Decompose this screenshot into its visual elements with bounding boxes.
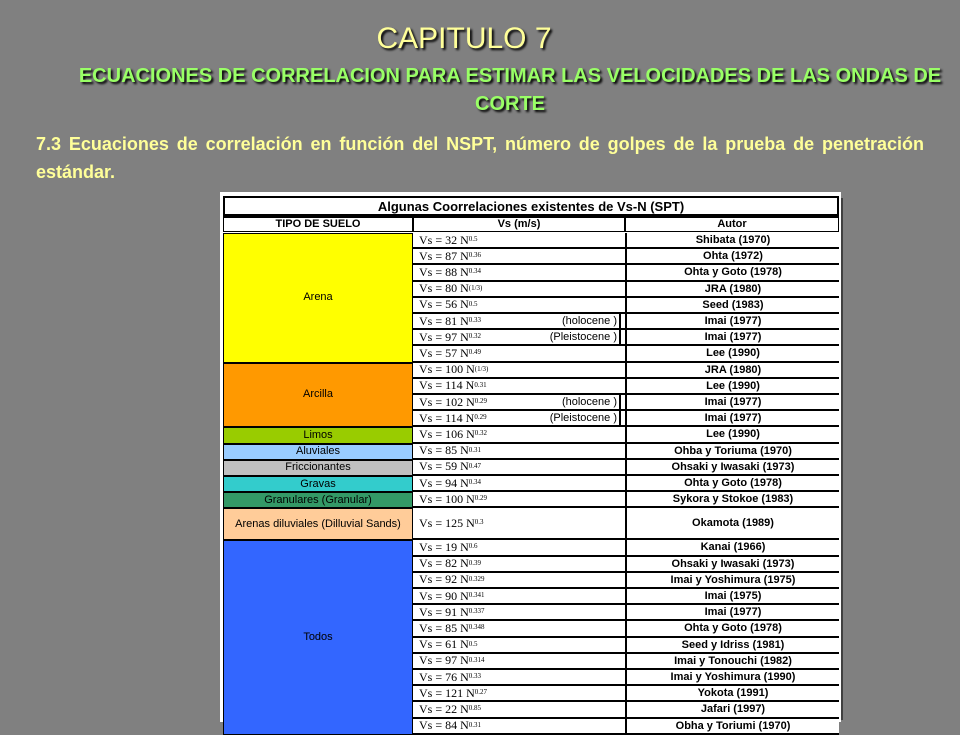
vs-formula-cell xyxy=(413,621,625,637)
formula-text: Vs = 102 N xyxy=(419,394,475,409)
formula-exponent: 0.31 xyxy=(468,720,482,729)
formula-text: Vs = 88 N xyxy=(419,264,469,279)
vs-formula xyxy=(419,573,485,587)
vs-formula-cell xyxy=(413,719,625,735)
formula-exponent: 0.34 xyxy=(468,267,482,276)
formula-text: Vs = 106 N xyxy=(419,426,475,441)
vs-formula xyxy=(419,557,481,571)
formula-text: Vs = 19 N xyxy=(419,539,469,554)
vs-formula-cell xyxy=(413,379,625,395)
vs-formula-cell xyxy=(413,557,625,573)
vs-formula-cell xyxy=(413,330,625,346)
formula-text: Vs = 87 N xyxy=(419,248,469,263)
author-cell: Imai (1977) xyxy=(625,411,839,427)
formula-text: Vs = 92 N xyxy=(419,572,469,587)
formula-exponent: 0.33 xyxy=(468,672,482,681)
slide-subtitle: ECUACIONES DE CORRELACION PARA ESTIMAR LAS VELOCIDADES DE LAS ONDAS DE CORTE xyxy=(78,65,942,115)
formula-text: Vs = 100 N xyxy=(419,362,475,377)
formula-text: Vs = 85 N xyxy=(419,443,469,458)
author-cell: Imai (1977) xyxy=(625,395,839,411)
vs-formula xyxy=(419,460,481,474)
vs-formula xyxy=(419,670,481,684)
formula-text: Vs = 100 N xyxy=(419,491,475,506)
vs-formula xyxy=(419,233,478,247)
vs-formula-cell xyxy=(413,508,625,540)
vs-formula xyxy=(419,298,478,312)
header-author: Autor xyxy=(625,216,839,232)
geologic-age-note: (holocene ) xyxy=(562,314,621,328)
formula-text: Vs = 57 N xyxy=(419,345,469,360)
vs-formula-cell xyxy=(413,460,625,476)
formula-exponent: 0.29 xyxy=(474,397,488,406)
vs-formula-cell xyxy=(413,314,625,330)
formula-text: Vs = 114 N xyxy=(419,378,475,393)
vs-formula xyxy=(419,249,481,263)
author-cell: Ohta (1972) xyxy=(625,249,839,265)
vs-formula xyxy=(419,540,478,554)
vs-formula-cell xyxy=(413,492,625,508)
vs-formula xyxy=(419,589,485,603)
vs-formula-cell xyxy=(413,638,625,654)
formula-exponent: 0.29 xyxy=(474,494,488,503)
vs-formula-cell xyxy=(413,670,625,686)
table-title: Algunas Coorrelaciones existentes de Vs-N (SPT) xyxy=(223,196,839,216)
formula-exponent: 0.314 xyxy=(468,655,485,664)
author-cell: JRA (1980) xyxy=(625,363,839,379)
vs-formula xyxy=(419,265,481,279)
soil-type-cell: Aluviales xyxy=(223,444,413,460)
slide-title: CAPITULO 7 xyxy=(376,22,552,55)
author-cell: Imai (1977) xyxy=(625,605,839,621)
geologic-age-note: (holocene ) xyxy=(562,395,621,409)
intro-paragraph: 7.3 Ecuaciones de correlación en función del NSPT, número de golpes de la prueba de penetración estándar. xyxy=(36,134,924,182)
vs-formula-cell xyxy=(413,233,625,249)
vs-formula-cell xyxy=(413,444,625,460)
formula-exponent: 0.31 xyxy=(474,380,487,389)
formula-text: Vs = 97 N xyxy=(419,653,469,668)
formula-exponent: (1/3) xyxy=(468,283,483,292)
correlation-table xyxy=(220,192,841,733)
vs-formula-cell xyxy=(413,702,625,718)
author-cell: Seed (1983) xyxy=(625,298,839,314)
vs-formula xyxy=(419,686,487,700)
formula-text: Vs = 22 N xyxy=(419,701,469,716)
formula-exponent: 0.29 xyxy=(474,413,487,422)
author-cell: Sykora y Stokoe (1983) xyxy=(625,492,839,508)
soil-type-cell: Arena xyxy=(223,233,413,363)
vs-formula xyxy=(419,621,485,635)
header-soil-type: TIPO DE SUELO xyxy=(223,216,413,232)
author-cell: Ohta y Goto (1978) xyxy=(625,621,839,637)
formula-exponent: 0.341 xyxy=(468,591,485,600)
author-cell: Kanai (1966) xyxy=(625,540,839,556)
formula-text: Vs = 85 N xyxy=(419,620,469,635)
formula-exponent: 0.49 xyxy=(468,348,482,357)
formula-text: Vs = 59 N xyxy=(419,459,469,474)
author-cell: Yokota (1991) xyxy=(625,686,839,702)
vs-formula xyxy=(419,605,485,619)
vs-formula-cell xyxy=(413,686,625,702)
soil-type-cell: Granulares (Granular) xyxy=(223,492,413,508)
formula-exponent: 0.32 xyxy=(468,332,482,341)
geologic-age-note: (Pleistocene ) xyxy=(550,411,621,425)
formula-text: Vs = 97 N xyxy=(419,329,469,344)
soil-type-cell: Todos xyxy=(223,540,413,734)
formula-exponent: 0.33 xyxy=(468,316,482,325)
vs-formula xyxy=(419,282,482,296)
vs-formula xyxy=(419,346,481,360)
vs-formula-cell xyxy=(413,589,625,605)
formula-text: Vs = 61 N xyxy=(419,637,469,652)
vs-formula-cell xyxy=(413,346,625,362)
author-cell: Jafari (1997) xyxy=(625,702,839,718)
vs-formula xyxy=(419,638,478,652)
vs-formula xyxy=(419,330,481,344)
formula-text: Vs = 94 N xyxy=(419,475,469,490)
geologic-age-note: (Pleistocene ) xyxy=(550,330,621,344)
formula-exponent: 0.5 xyxy=(468,299,478,308)
author-cell: Imai y Tonouchi (1982) xyxy=(625,654,839,670)
formula-text: Vs = 80 N xyxy=(419,281,469,296)
vs-formula xyxy=(419,492,487,506)
formula-text: Vs = 32 N xyxy=(419,232,469,247)
vs-formula-cell xyxy=(413,265,625,281)
soil-type-cell: Arcilla xyxy=(223,363,413,428)
formula-text: Vs = 84 N xyxy=(419,718,469,733)
soil-type-cell: Arenas diluviales (Dilluvial Sands) xyxy=(223,508,413,540)
vs-formula-cell xyxy=(413,298,625,314)
author-cell: Shibata (1970) xyxy=(625,233,839,249)
vs-formula-cell xyxy=(413,411,625,427)
formula-text: Vs = 56 N xyxy=(419,297,469,312)
author-cell: Imai (1977) xyxy=(625,330,839,346)
header-vs: Vs (m/s) xyxy=(413,216,625,232)
formula-exponent: 0.47 xyxy=(468,461,482,470)
author-cell: Ohta y Goto (1978) xyxy=(625,476,839,492)
author-cell: Ohba y Toriuma (1970) xyxy=(625,444,839,460)
vs-formula-cell xyxy=(413,605,625,621)
formula-exponent: 0.85 xyxy=(468,704,482,713)
formula-text: Vs = 91 N xyxy=(419,604,469,619)
formula-exponent: 0.5 xyxy=(468,235,478,244)
vs-formula xyxy=(419,508,484,538)
formula-exponent: 0.348 xyxy=(468,623,485,632)
formula-text: Vs = 121 N xyxy=(419,685,475,700)
vs-formula xyxy=(419,444,481,458)
formula-text: Vs = 81 N xyxy=(419,313,469,328)
vs-formula xyxy=(419,363,488,377)
vs-formula-cell xyxy=(413,476,625,492)
vs-formula-cell xyxy=(413,363,625,379)
vs-formula xyxy=(419,427,487,441)
vs-formula xyxy=(419,314,481,328)
formula-exponent: 0.27 xyxy=(474,688,488,697)
formula-exponent: 0.329 xyxy=(468,574,485,583)
author-cell: Lee (1990) xyxy=(625,346,839,362)
formula-exponent: 0.36 xyxy=(468,251,482,260)
author-cell: Ohsaki y Iwasaki (1973) xyxy=(625,460,839,476)
vs-formula xyxy=(419,395,487,409)
vs-formula-cell xyxy=(413,540,625,556)
author-cell: Ohsaki y Iwasaki (1973) xyxy=(625,557,839,573)
formula-exponent: 0.337 xyxy=(468,607,485,616)
author-cell: Okamota (1989) xyxy=(625,508,839,540)
formula-text: Vs = 82 N xyxy=(419,556,469,571)
vs-formula xyxy=(419,719,481,733)
vs-formula xyxy=(419,411,487,425)
formula-exponent: 0.5 xyxy=(468,639,478,648)
formula-exponent: (1/3) xyxy=(474,364,489,373)
author-cell: Obha y Toriumi (1970) xyxy=(625,719,839,735)
vs-formula-cell xyxy=(413,654,625,670)
formula-text: Vs = 90 N xyxy=(419,588,469,603)
vs-formula-cell xyxy=(413,395,625,411)
soil-type-cell: Friccionantes xyxy=(223,460,413,476)
author-cell: Ohta y Goto (1978) xyxy=(625,265,839,281)
formula-exponent: 0.32 xyxy=(474,429,488,438)
vs-formula xyxy=(419,702,481,716)
formula-exponent: 0.31 xyxy=(468,445,482,454)
author-cell: Lee (1990) xyxy=(625,379,839,395)
author-cell: JRA (1980) xyxy=(625,282,839,298)
vs-formula xyxy=(419,379,487,393)
formula-exponent: 0.39 xyxy=(468,558,482,567)
author-cell: Imai y Yoshimura (1975) xyxy=(625,573,839,589)
vs-formula xyxy=(419,476,481,490)
author-cell: Imai (1975) xyxy=(625,589,839,605)
formula-text: Vs = 114 N xyxy=(419,410,475,425)
vs-formula-cell xyxy=(413,249,625,265)
soil-type-cell: Limos xyxy=(223,427,413,443)
soil-type-cell: Gravas xyxy=(223,476,413,492)
vs-formula-cell xyxy=(413,573,625,589)
formula-text: Vs = 125 N xyxy=(419,515,475,530)
formula-exponent: 0.3 xyxy=(474,518,484,527)
formula-exponent: 0.6 xyxy=(468,542,478,551)
author-cell: Imai y Yoshimura (1990) xyxy=(625,670,839,686)
author-cell: Imai (1977) xyxy=(625,314,839,330)
author-cell: Lee (1990) xyxy=(625,427,839,443)
formula-text: Vs = 76 N xyxy=(419,669,469,684)
formula-exponent: 0.34 xyxy=(468,478,482,487)
author-cell: Seed y Idriss (1981) xyxy=(625,638,839,654)
vs-formula-cell xyxy=(413,427,625,443)
vs-formula xyxy=(419,654,485,668)
vs-formula-cell xyxy=(413,282,625,298)
